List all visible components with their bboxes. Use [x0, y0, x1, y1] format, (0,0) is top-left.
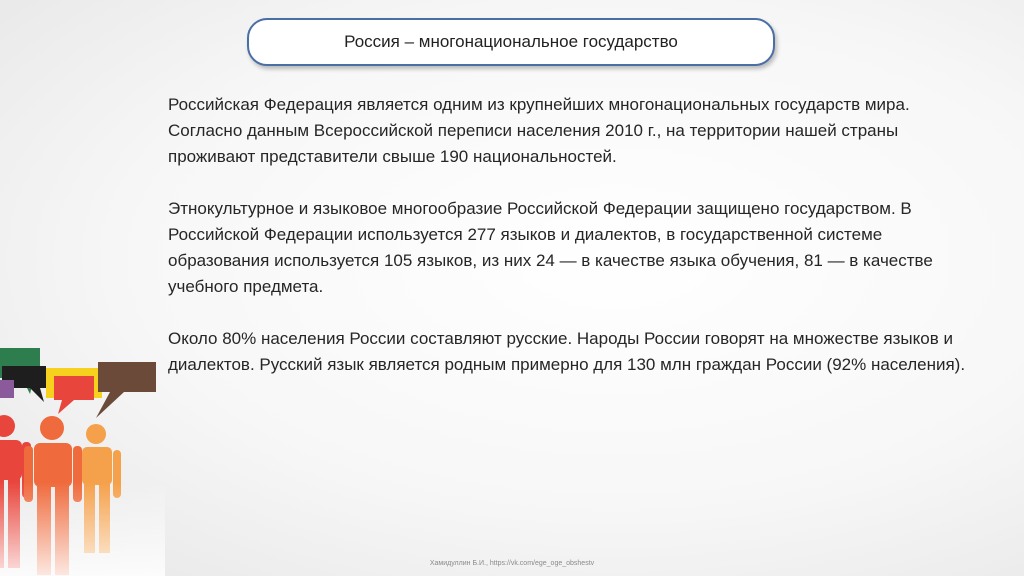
paragraph-census: Российская Федерация является одним из крупнейших многонациональных государств мира. Согласно данным Всероссийской переписи населения 2010 г., на территории нашей страны проживают представители свыше 190 национальностей. — [168, 95, 910, 166]
paragraph-languages: Этнокультурное и языковое многообразие Российской Федерации защищено государством. В Российской Федерации используется 277 языков и диалектов, в государственной системе образования используется 105 языков, из них 24 — в качестве языка обучения, 81 — в качестве учебного предмета. — [168, 199, 933, 296]
slide-title: Россия – многонациональное государство — [344, 32, 678, 51]
people-speech-bubbles-illustration — [0, 340, 165, 576]
slide-body — [168, 92, 988, 404]
slide-title-box — [247, 18, 775, 66]
paragraph-population: Около 80% населения России составляют русские. Народы России говорят на множестве языков и диалектов. Русский язык является родным примерно для 130 млн граждан России (92% населения). — [168, 329, 966, 374]
slide-footer: Хамидуллин Б.И., https://vk.com/ege_oge_obshestv — [429, 560, 595, 567]
